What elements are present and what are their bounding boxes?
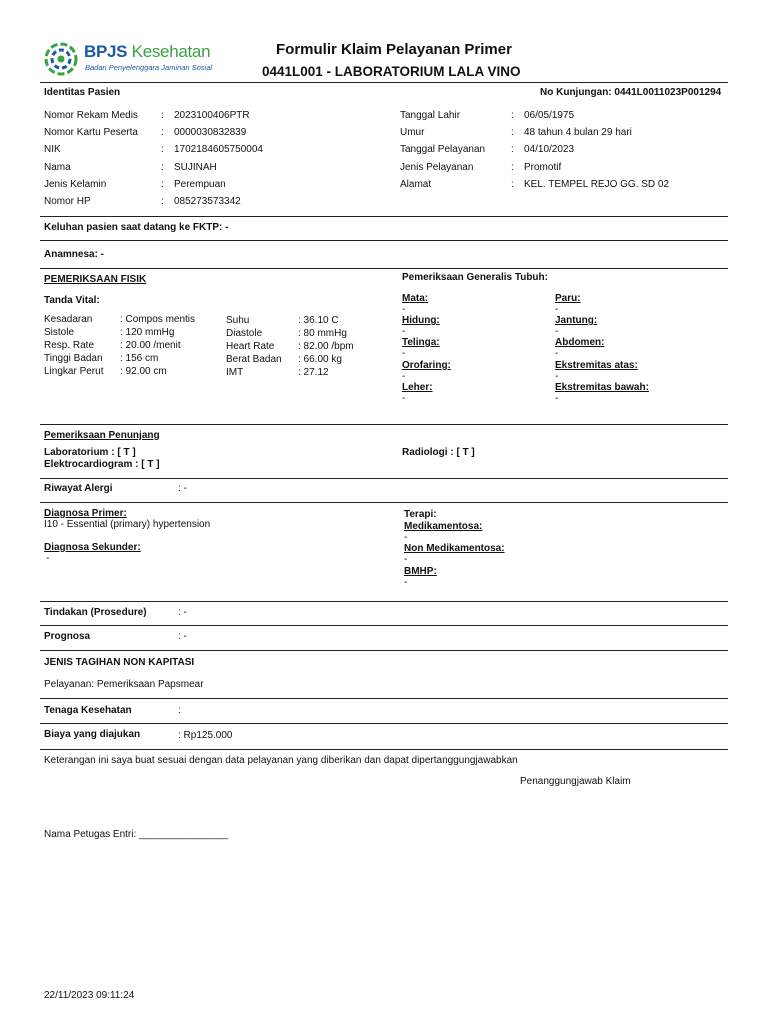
address-value: KEL. TEMPEL REJO GG. SD 02 bbox=[524, 179, 670, 190]
exam-label: Mata: bbox=[402, 293, 429, 304]
billing-title: JENIS TAGIHAN NON KAPITASI bbox=[44, 657, 195, 668]
colon: : bbox=[511, 144, 514, 155]
vital-value: : Compos mentis bbox=[120, 314, 196, 325]
exam-label: Paru: bbox=[555, 293, 581, 304]
allergy-value: : - bbox=[178, 483, 187, 494]
vital-signs-title: Tanda Vital: bbox=[44, 295, 100, 306]
vital-label: Sistole bbox=[44, 327, 75, 338]
secondary-diagnosis-value: - bbox=[46, 553, 50, 564]
vital-label: Resp. Rate bbox=[44, 340, 95, 351]
secondary-diagnosis-label: Diagnosa Sekunder: bbox=[44, 542, 141, 553]
service-date-value: 04/10/2023 bbox=[524, 144, 575, 155]
colon: : bbox=[161, 162, 164, 173]
signer-title: Penanggungjawab Klaim bbox=[520, 776, 631, 787]
vital-value: : 82.00 /bpm bbox=[298, 341, 354, 352]
exam-label: Telinga: bbox=[402, 337, 440, 348]
name-value: SUJINAH bbox=[174, 162, 217, 173]
visit-number: No Kunjungan: 0441L0011023P001294 bbox=[540, 87, 722, 98]
exam-label: Leher: bbox=[402, 382, 433, 393]
card-value: 0000030832839 bbox=[174, 127, 247, 138]
exam-value: - bbox=[402, 326, 406, 337]
exam-value: - bbox=[555, 348, 559, 359]
lab-result: Laboratorium : [ T ] bbox=[44, 447, 136, 458]
mrn-value: 2023100406PTR bbox=[174, 110, 250, 121]
allergy-label: Riwayat Alergi bbox=[44, 483, 113, 494]
vital-label: IMT bbox=[226, 367, 244, 378]
ekg-result: Elektrocardiogram : [ T ] bbox=[44, 459, 160, 470]
procedure-value: : - bbox=[178, 607, 187, 618]
service-date-label: Tanggal Pelayanan bbox=[400, 144, 486, 155]
nik-value: 1702184605750004 bbox=[174, 144, 263, 155]
exam-value: - bbox=[555, 304, 559, 315]
exam-value: - bbox=[402, 371, 406, 382]
mrn-label: Nomor Rekam Medis bbox=[44, 110, 138, 121]
non-medication-value: - bbox=[404, 554, 408, 565]
bpjs-logo-icon bbox=[44, 42, 78, 76]
vital-value: : 20.00 /menit bbox=[120, 340, 181, 351]
form-title: Formulir Klaim Pelayanan Primer bbox=[276, 41, 512, 58]
name-label: Nama bbox=[44, 162, 71, 173]
exam-label: Abdomen: bbox=[555, 337, 605, 348]
exam-label: Orofaring: bbox=[402, 360, 451, 371]
general-exam-title: Pemeriksaan Generalis Tubuh: bbox=[402, 272, 548, 283]
vital-value: : 80 mmHg bbox=[298, 328, 347, 339]
exam-value: - bbox=[402, 348, 406, 359]
radiology-result: Radiologi : [ T ] bbox=[402, 447, 475, 458]
age-value: 48 tahun 4 bulan 29 hari bbox=[524, 127, 632, 138]
cost-label: Biaya yang diajukan bbox=[44, 729, 141, 740]
dob-label: Tanggal Lahir bbox=[400, 110, 461, 121]
vital-label: Kesadaran bbox=[44, 314, 93, 325]
colon: : bbox=[161, 179, 164, 190]
colon: : bbox=[161, 110, 164, 121]
bmhp-value: - bbox=[404, 577, 408, 588]
exam-value: - bbox=[555, 326, 559, 337]
vital-label: Heart Rate bbox=[226, 341, 275, 352]
therapy-title: Terapi: bbox=[404, 509, 437, 520]
age-label: Umur bbox=[400, 127, 425, 138]
phone-value: 085273573342 bbox=[174, 196, 241, 207]
statement: Keterangan ini saya buat sesuai dengan data pelayanan yang diberikan dan dapat dipertanggungjawabkan bbox=[44, 755, 518, 766]
vital-value: : 92.00 cm bbox=[120, 366, 167, 377]
complaint: Keluhan pasien saat datang ke FKTP: - bbox=[44, 222, 229, 233]
physical-exam-title: PEMERIKSAAN FISIK bbox=[44, 274, 147, 285]
service-type-label: Jenis Pelayanan bbox=[400, 162, 474, 173]
exam-label: Jantung: bbox=[555, 315, 598, 326]
gender-value: Perempuan bbox=[174, 179, 226, 190]
non-medication-label: Non Medikamentosa: bbox=[404, 543, 505, 554]
primary-diagnosis-label: Diagnosa Primer: bbox=[44, 508, 127, 519]
vital-label: Lingkar Perut bbox=[44, 366, 104, 377]
colon: : bbox=[511, 162, 514, 173]
colon: : bbox=[161, 196, 164, 207]
prognosis-value: : - bbox=[178, 631, 187, 642]
logo-wordmark: BPJS Kesehatan bbox=[84, 42, 211, 61]
billing-service: Pelayanan: Pemeriksaan Papsmear bbox=[44, 679, 204, 690]
gender-label: Jenis Kelamin bbox=[44, 179, 107, 190]
vital-value: : 156 cm bbox=[120, 353, 159, 364]
entry-officer: Nama Petugas Entri: ________________ bbox=[44, 829, 229, 840]
vital-value: : 36.10 C bbox=[298, 315, 339, 326]
service-type-value: Promotif bbox=[524, 162, 562, 173]
exam-label: Ekstremitas bawah: bbox=[555, 382, 649, 393]
vital-label: Berat Badan bbox=[226, 354, 282, 365]
colon: : bbox=[511, 110, 514, 121]
bmhp-label: BMHP: bbox=[404, 566, 437, 577]
exam-value: - bbox=[402, 304, 406, 315]
bpjs-logo bbox=[44, 42, 224, 76]
phone-label: Nomor HP bbox=[44, 196, 91, 207]
primary-diagnosis-value: I10 - Essential (primary) hypertension bbox=[44, 519, 211, 530]
health-worker-value: : bbox=[178, 705, 181, 716]
colon: : bbox=[161, 127, 164, 138]
colon: : bbox=[511, 127, 514, 138]
supporting-exam-title: Pemeriksaan Penunjang bbox=[44, 430, 160, 441]
cost-value: : Rp125.000 bbox=[178, 730, 233, 741]
address-label: Alamat bbox=[400, 179, 432, 190]
clinic-subtitle: 0441L001 - LABORATORIUM LALA VINO bbox=[262, 64, 521, 79]
identity-section-title: Identitas Pasien bbox=[44, 87, 121, 98]
vital-value: : 120 mmHg bbox=[120, 327, 175, 338]
vital-label: Diastole bbox=[226, 328, 263, 339]
vital-value: : 27.12 bbox=[298, 367, 329, 378]
vital-value: : 66.00 kg bbox=[298, 354, 342, 365]
medication-label: Medikamentosa: bbox=[404, 521, 483, 532]
exam-value: - bbox=[555, 371, 559, 382]
card-label: Nomor Kartu Peserta bbox=[44, 127, 138, 138]
anamnesa: Anamnesa: - bbox=[44, 249, 105, 260]
vital-label: Tinggi Badan bbox=[44, 353, 103, 364]
colon: : bbox=[161, 144, 164, 155]
nik-label: NIK bbox=[44, 144, 61, 155]
vital-label: Suhu bbox=[226, 315, 250, 326]
exam-value: - bbox=[402, 393, 406, 404]
exam-label: Ekstremitas atas: bbox=[555, 360, 638, 371]
colon: : bbox=[511, 179, 514, 190]
procedure-label: Tindakan (Prosedure) bbox=[44, 607, 147, 618]
logo-tagline: Badan Penyelenggara Jaminan Sosial bbox=[85, 63, 213, 72]
exam-value: - bbox=[555, 393, 559, 404]
dob-value: 06/05/1975 bbox=[524, 110, 575, 121]
exam-label: Hidung: bbox=[402, 315, 440, 326]
print-timestamp: 22/11/2023 09:11:24 bbox=[44, 990, 135, 1001]
medication-value: - bbox=[404, 532, 408, 543]
health-worker-label: Tenaga Kesehatan bbox=[44, 705, 132, 716]
prognosis-label: Prognosa bbox=[44, 631, 91, 642]
